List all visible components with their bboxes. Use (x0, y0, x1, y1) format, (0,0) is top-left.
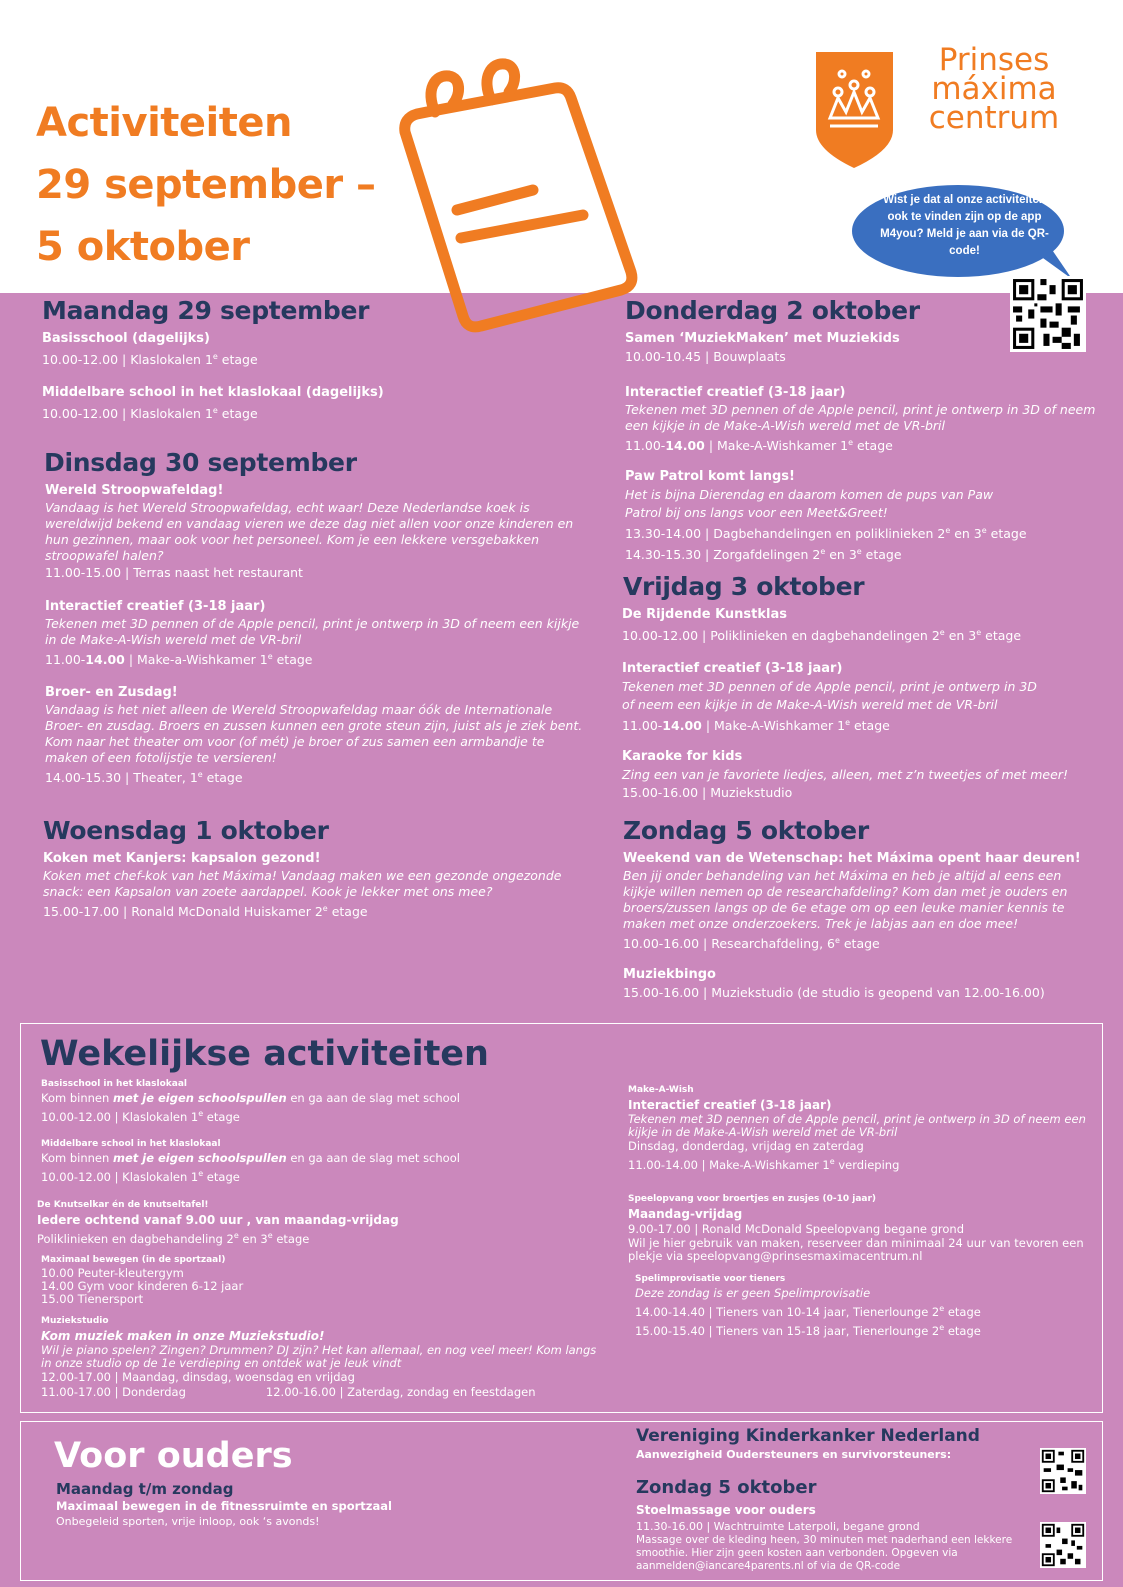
activity-friday-3: Karaoke for kids Zing een van je favoriete liedjes, alleen, met z’n tweetjes of met meer! 15.00-16.00 | Muziekstudio (622, 749, 1068, 800)
weekly-knutselkar: De Knutselkar én de knutseltafel! Iedere ochtend vanaf 9.00 uur , van maandag-vrijdag Poliklinieken en dagbehandeling 2e en 3e etage (37, 1200, 399, 1246)
day-friday: Vrijdag 3 oktober (623, 572, 865, 601)
activity-friday-1: De Rijdende Kunstklas 10.00-12.00 | Poliklinieken en dagbehandelingen 2e en 3e etage (622, 607, 1022, 644)
day-monday: Maandag 29 september (42, 296, 370, 325)
activity-monday-2: Middelbare school in het klaslokaal (dagelijks) 10.00-12.00 | Klaslokalen 1e etage (42, 385, 384, 422)
parents-sport: Maandag t/m zondag Maximaal bewegen in de fitnessruimte en sportzaal Onbegeleid sporten, vrije inloop, ook ‘s avonds! (56, 1480, 392, 1528)
weekly-title: Wekelijkse activiteiten (40, 1034, 489, 1074)
bubble-text: Wist je dat al onze activiteiten ook te vinden zijn op de app M4you? Meld je aan via de QR-code! (880, 194, 1049, 257)
parents-sunday: Zondag 5 oktober Stoelmassage voor ouders 11.30-16.00 | Wachtruimte Laterpoli, begane grond Massage over de kleding heen, 30 minuten met naderhand een lekkere smoothie. Hier zijn geen kosten aan verbonden. Opgeven via aanmelden@iancare4parents.nl of via de QR-code (636, 1477, 1013, 1572)
day-sunday: Zondag 5 oktober (623, 816, 869, 845)
activity-sunday-2: Muziekbingo 15.00-16.00 | Muziekstudio (de studio is geopend van 12.00-16.00) (623, 967, 1045, 1000)
weekly-make-a-wish: Make-A-Wish Interactief creatief (3-18 jaar) Tekenen met 3D pennen of de Apple pencil, print je ontwerp in 3D of neem een kijkje in de Make-A-Wish wereld met de VR-bril Dinsdag, donderdag, vrijdag en zaterdag 11.00-14.00 | Make-A-Wishkamer 1e verdieping (628, 1085, 1086, 1172)
logo-shield-icon (812, 46, 897, 172)
activity-tuesday-3: Broer- en Zusdag! Vandaag is het niet alleen de Wereld Stroopwafeldag maar óók de Internationale Broer- en zusdag. Broers en zussen kunnen een grote steun zijn, juist als je ziek bent. Kom naar het theater om voor (of mét) je broer of zus samen een armbandje te maken of een fotolijstje te versieren! 14.00-15.30 | Theater, 1e etage (45, 685, 583, 786)
activity-tuesday-2: Interactief creatief (3-18 jaar) Tekenen met 3D pennen of de Apple pencil, print je ontwerp in 3D of neem een kijkje in de Make-A-Wish wereld met de VR-bril 11.00-14.00 | Make-a-Wishkamer 1e etage (45, 599, 580, 668)
weekly-speelopvang: Speelopvang voor broertjes en zusjes (0-10 jaar) Maandag-vrijdag 9.00-17.00 | Ronald McDonald Speelopvang begane grond Wil je hier gebruik van maken, reserveer dan minimaal 24 uur van tevoren een plekje via speelopvang@prinsesmaximacentrum.nl (628, 1194, 1084, 1263)
activity-thursday-1: Samen ‘MuziekMaken’ met Muziekids 10.00-10.45 | Bouwplaats (625, 331, 900, 364)
logo-wordmark: Prinses máxima centrum (928, 42, 1060, 136)
day-tuesday: Dinsdag 30 september (44, 448, 357, 477)
day-wednesday: Woensdag 1 oktober (43, 816, 329, 845)
parents-vkn: Vereniging Kinderkanker Nederland Aanwezigheid Oudersteuners en survivorsteuners: (636, 1426, 980, 1461)
day-thursday: Donderdag 2 oktober (625, 296, 920, 325)
activity-sunday-1: Weekend van de Wetenschap: het Máxima opent haar deuren! Ben jij onder behandeling van het Máxima en heb je altijd al eens een kijkje willen nemen op de researchafdeling? Kom dan met je ouders en broers/zussen langs op de 6e etage om op een leuke manier kennis te maken met onze onderzoekers. Trek je labjas aan en doe mee! 10.00-16.00 | Researchafdeling, 6e etage (623, 851, 1081, 952)
activity-monday-1: Basisschool (dagelijks) 10.00-12.00 | Klaslokalen 1e etage (42, 331, 258, 368)
parents-title: Voor ouders (54, 1436, 293, 1476)
weekly-muziekstudio: Muziekstudio Kom muziek maken in onze Muziekstudio! Wil je piano spelen? Zingen? Drummen? DJ zijn? Het kan allemaal, en nog veel meer! Kom langs in onze studio op de 1e verdieping en ontdek wat je leuk vindt 12.00-17.00 | Maandag, dinsdag, woensdag en vrijdag 11.00-17.00 | Donderdag 12.00-16.00 | Zaterdag, zondag en feestdagen (41, 1316, 597, 1399)
activity-friday-2: Interactief creatief (3-18 jaar) Tekenen met 3D pennen of de Apple pencil, print je ontwerp in 3D of neem een kijkje in de Make-A-Wish wereld met de VR-bril 11.00-14.00 | Make-A-Wishkamer 1e etage (622, 661, 1037, 734)
activity-thursday-3: Paw Patrol komt langs! Het is bijna Dierendag en daarom komen de pups van Paw Patrol bij ons langs voor een Meet&Greet! 13.30-14.00 | Dagbehandelingen en poliklinieken 2e en 3e etage 14.30-15.30 | Zorgafdelingen 2e en 3e etage (625, 469, 1027, 563)
weekly-middelbare: Middelbare school in het klaslokaal Kom binnen met je eigen schoolspullen en ga aan de slag met school 10.00-12.00 | Klaslokalen 1e etage (41, 1139, 460, 1184)
activity-thursday-2: Interactief creatief (3-18 jaar) Tekenen met 3D pennen of de Apple pencil, print je ontwerp in 3D of neem een kijkje in de Make-A-Wish wereld met de VR-bril 11.00-14.00 | Make-A-Wishkamer 1e etage (625, 385, 1096, 454)
weekly-spelimprovisatie: Spelimprovisatie voor tieners Deze zondag is er geen Spelimprovisatie 14.00-14.40 | Tieners van 10-14 jaar, Tienerlounge 2e etage 15.00-15.40 | Tieners van 15-18 jaar, Tienerlounge 2e etage (635, 1274, 981, 1338)
weekly-basisschool: Basisschool in het klaslokaal Kom binnen met je eigen schoolspullen en ga aan de slag met school 10.00-12.00 | Klaslokalen 1e etage (41, 1079, 460, 1124)
activity-tuesday-1: Wereld Stroopwafeldag! Vandaag is het Wereld Stroopwafeldag, echt waar! Deze Nederlandse koek is wereldwijd bekend en vandaag vieren we deze dag niet allen voor onze kinderen en hun gezinnen, maar ook voor het personeel. Kom je een lekkere versgebakken stroopwafel halen? 11.00-15.00 | Terras naast het restaurant (45, 483, 574, 580)
activity-wednesday-1: Koken met Kanjers: kapsalon gezond! Koken met chef-kok van het Máxima! Vandaag maken we een gezonde ongezonde snack: een Kapsalon van zoete aardappel. Kook je lekker met ons mee? 15.00-17.00 | Ronald McDonald Huiskamer 2e etage (43, 851, 562, 920)
weekly-bewegen: Maximaal bewegen (in de sportzaal) 10.00 Peuter-kleutergym 14.00 Gym voor kinderen 6-12 jaar 15.00 Tienersport (41, 1255, 244, 1306)
page-title: Activiteiten 29 september – 5 oktober (36, 100, 376, 270)
notepad-icon (395, 50, 655, 350)
